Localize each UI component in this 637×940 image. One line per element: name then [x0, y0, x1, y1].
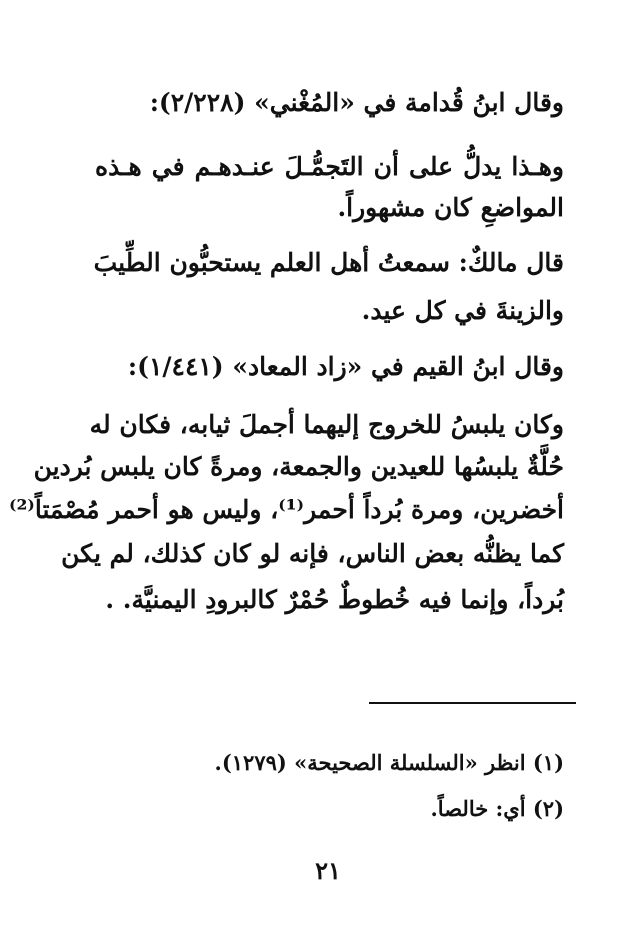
paragraph-line: قال مالكٌ: سمعتُ أهل العلم يستحبُّون الطِّيبَ — [93, 248, 564, 277]
paragraph-line: وكان يلبسُ للخروج إليهما أجملَ ثيابه، فكان له — [89, 410, 564, 439]
footnote-2: (٢) أي: خالصاً. — [430, 796, 564, 821]
quote-intro-ibn-qayyim: وقال ابنُ القيم في «زاد المعاد» (١/٤٤١): — [127, 352, 564, 381]
paragraph-line: وهـذا يدلُّ على أن التَجمُّـلَ عنـدهـم في هـذه — [95, 152, 564, 181]
paragraph-line: كما يظنُّه بعض الناس، فإنه لو كان كذلك، لم يكن — [61, 539, 564, 568]
footnote-1: (١) انظر «السلسلة الصحيحة» (١٢٧٩). — [214, 750, 564, 775]
page-number: ٢١ — [315, 856, 341, 885]
paragraph-line: حُلَّةٌ يلبسُها للعيدين والجمعة، ومرةً كان يلبس بُردين — [33, 452, 564, 481]
paragraph-line: بُرداً، وإنما فيه خُطوطٌ حُمْرٌ كالبرودِ اليمنيَّة. . — [105, 585, 564, 614]
paragraph-line: أخضرين، ومرة بُرداً أحمر⁽¹⁾، وليس هو أحمر مُصْمَتاً⁽²⁾ — [8, 495, 564, 524]
footnote-separator — [369, 702, 576, 704]
quote-intro-ibn-qudama: وقال ابنُ قُدامة في «المُغْني» (٢/٢٢٨): — [149, 88, 564, 117]
paragraph-line: المواضعِ كان مشهوراً. — [337, 193, 564, 222]
paragraph-line: والزينةَ في كل عيد. — [361, 296, 564, 325]
